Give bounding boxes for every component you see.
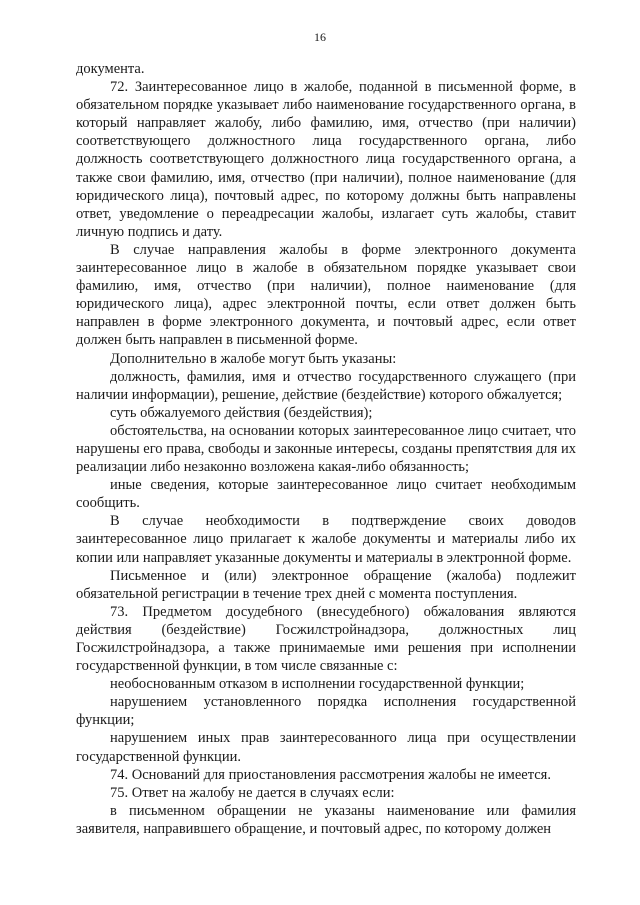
paragraph: суть обжалуемого действия (бездействия); (110, 404, 373, 421)
paragraph: 74. Оснований для приостановления рассмотрения жалобы не имеется. (110, 766, 551, 783)
document-body (76, 60, 576, 838)
paragraph: 75. Ответ на жалобу не дается в случаях если: (110, 784, 395, 801)
paragraph: В случае направления жалобы в форме электронного документа заинтересованное лицо в жалобе в обязательном порядке указывает свои фамилию, имя, отчество (при наличии), полное наименование (для юридического лица), адрес электронной почты, если ответ должен быть направлен в форме электронного документа, и почтовый адрес, если ответ должен быть направлен в письменной форме. (76, 241, 576, 349)
paragraph: В случае необходимости в подтверждение своих доводов заинтересованное лицо прилагает к жалобе документы и материалы либо их копии или направляет указанные документы и материалы в электронной форме. (76, 513, 576, 566)
paragraph: 73. Предметом досудебного (внесудебного) обжалования являются действия (бездействие) Госжилстройнадзора, должностных лиц Госжилстройнадзора, а также принимаемые ими решения при исполнении государственной функции, в том числе связанные с: (76, 603, 576, 675)
paragraph: обстоятельства, на основании которых заинтересованное лицо считает, что нарушены его права, свободы и законные интересы, созданы препятствия для их реализации либо незаконно возложена какая-либо обязанность; (76, 422, 576, 476)
paragraph: нарушением установленного порядка исполнения государственной функции; (76, 694, 576, 729)
paragraph: необоснованным отказом в исполнении государственной функции; (110, 676, 525, 693)
paragraph: Дополнительно в жалобе могут быть указаны: (110, 350, 397, 367)
paragraph: документа. (76, 61, 145, 77)
paragraph: в письменном обращении не указаны наименование или фамилия заявителя, направившего обращение, и почтовый адрес, по которому должен (76, 802, 576, 837)
page-number: 16 (314, 30, 326, 44)
paragraph: должность, фамилия, имя и отчество государственного служащего (при наличии информации), решение, действие (бездействие) которого обжалуется; (76, 368, 576, 403)
paragraph: 72. Заинтересованное лицо в жалобе, поданной в письменной форме, в обязательном порядке указывает либо наименование государственного органа, в который направляет жалобу, либо фамилию, имя, отчество (при наличии) соответствующего должностного лица государственного органа, либо должность соответствующего должностного лица государственного органа, а также свои фамилию, имя, отчество (при наличии), полное наименование (для юридического лица), почтовый адрес, по которому должны быть направлены ответ, уведомление о переадресации жалобы, излагает суть жалобы, ставит личную подпись и дату. (76, 79, 576, 240)
paragraph: Письменное и (или) электронное обращение (жалоба) подлежит обязательной регистрации в течение трех дней с момента поступления. (76, 567, 576, 602)
paragraph: нарушением иных прав заинтересованного лица при осуществлении государственной функции. (76, 730, 576, 765)
paragraph: иные сведения, которые заинтересованное лицо считает необходимым сообщить. (76, 477, 576, 512)
